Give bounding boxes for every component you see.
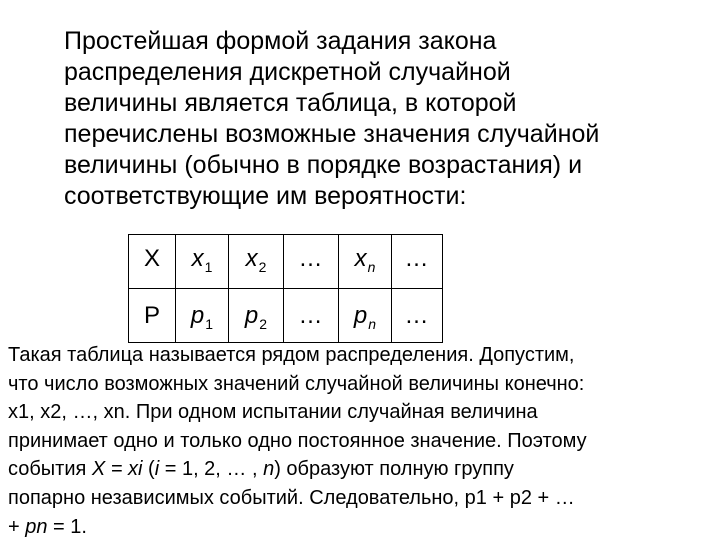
intro-line: величины является таблица, в которой bbox=[64, 89, 517, 117]
table-cell: $p_n$ bbox=[339, 289, 392, 343]
intro-line: Простейшая формой задания закона bbox=[64, 27, 497, 55]
table-cell: … bbox=[392, 235, 443, 289]
body-line: Такая таблица называется рядом распределения. Допустим, bbox=[8, 344, 575, 366]
table-cell: $x_n$ bbox=[339, 235, 392, 289]
row-header-p: P bbox=[129, 289, 176, 343]
row-header-x: X bbox=[129, 235, 176, 289]
intro-line: перечислены возможные значения случайной bbox=[64, 120, 600, 148]
table-cell: … bbox=[284, 235, 339, 289]
body-line-sum: + pn = 1. bbox=[8, 515, 87, 538]
table-cell: … bbox=[284, 289, 339, 343]
body-line-events: события X = xi (i = 1, 2, … , n) образуют полную группу bbox=[8, 458, 514, 481]
table-row-values bbox=[129, 235, 443, 289]
table-cell: $x_2$ bbox=[229, 235, 284, 289]
body-line: попарно независимых событий. Следовательно, p1 + p2 + … bbox=[8, 486, 575, 509]
intro-line: соответствующие им вероятности: bbox=[64, 182, 467, 210]
table-row-probabilities bbox=[129, 289, 443, 343]
intro-paragraph bbox=[64, 26, 704, 212]
intro-line: величины (обычно в порядке возрастания) и bbox=[64, 151, 583, 179]
table-cell: $x_1$ bbox=[176, 235, 229, 289]
table-cell: $p_1$ bbox=[176, 289, 229, 343]
explanation-paragraph bbox=[8, 341, 714, 541]
table-cell: … bbox=[392, 289, 443, 343]
table-cell: $p_2$ bbox=[229, 289, 284, 343]
distribution-table bbox=[128, 234, 443, 343]
body-line: x1, x2, …, xn. При одном испытании случайная величина bbox=[8, 401, 538, 424]
intro-line: распределения дискретной случайной bbox=[64, 58, 511, 86]
body-line: что число возможных значений случайной величины конечно: bbox=[8, 372, 585, 395]
body-line: принимает одно и только одно постоянное значение. Поэтому bbox=[8, 429, 587, 452]
